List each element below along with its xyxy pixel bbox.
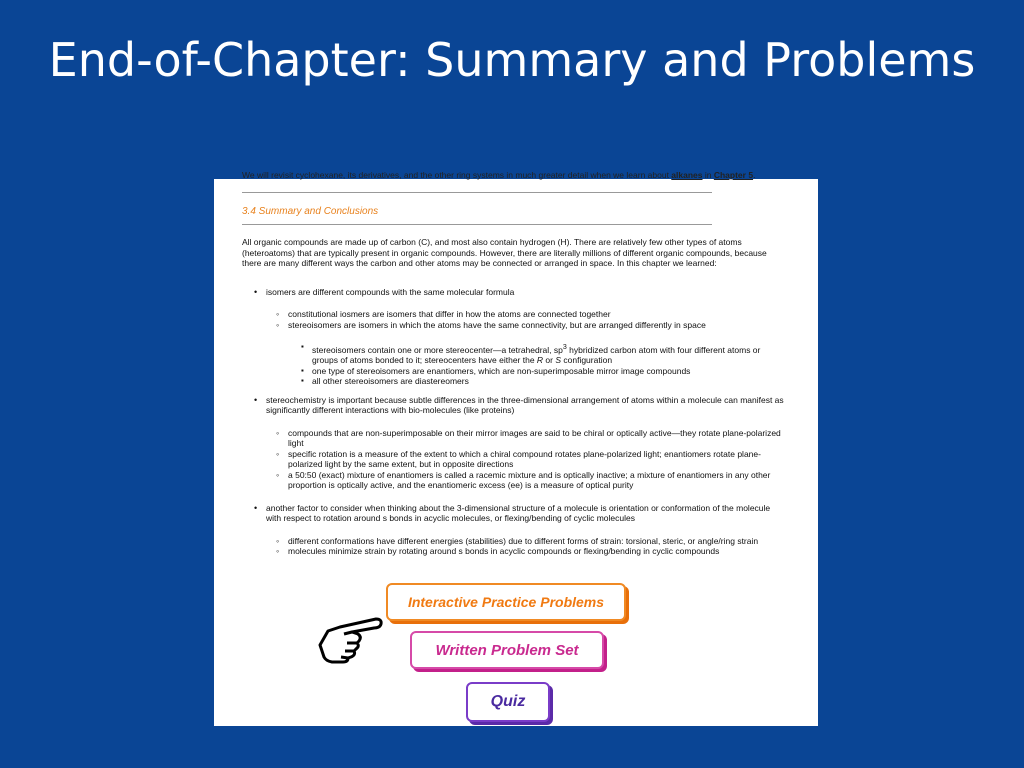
quiz-button[interactable]: Quiz [466, 682, 550, 722]
list-item: ◦ different conformations have different energies (stabilities) due to different forms of strain: torsional, steric, or angle/ring strain [242, 536, 787, 547]
clipped-text: We will revisit cyclohexane, its derivatives, and the other ring systems in much greater detail when we learn about [242, 170, 672, 180]
section-heading: 3.4 Summary and Conclusions [242, 206, 379, 217]
list-item: • stereochemistry is important because subtle differences in the three-dimensional arrangement of atoms within a molecule can manifest as significantly different interactions with bio-molecules (like proteins) [242, 395, 787, 416]
document-screenshot [214, 170, 818, 726]
alkanes-link[interactable]: alkanes [671, 170, 703, 180]
list-item: • isomers are different compounds with the same molecular formula [242, 287, 787, 298]
chapter-link[interactable]: Chapter 5 [713, 170, 754, 180]
written-problem-set-button[interactable]: Written Problem Set [410, 631, 604, 669]
interactive-practice-problems-button[interactable]: Interactive Practice Problems [386, 583, 626, 621]
r-config: R [536, 355, 544, 366]
summary-list [242, 287, 787, 557]
list-item-text: stereoisomers contain one or more stereocenter—a tetrahedral, sp [312, 344, 563, 355]
clipped-text-mid: in [702, 170, 714, 180]
list-item-text: or [543, 355, 556, 366]
list-item: ▪ all other stereoisomers are diastereomers [242, 376, 787, 387]
list-item: ◦ compounds that are non-superimposable on their mirror images are said to be chiral or optically active—they rotate plane-polarized light [242, 428, 787, 449]
list-item: • another factor to consider when thinking about the 3-dimensional structure of a molecule is orientation or conformation of the molecule with respect to rotation around s bonds in acyclic molecules, or flexing/bending of cyclic molecules [242, 503, 787, 524]
list-item: ◦ molecules minimize strain by rotating around s bonds in acyclic compounds or flexing/bending in cyclic compounds [242, 546, 787, 557]
summary-content [242, 237, 787, 557]
list-item [242, 342, 787, 366]
list-item: ◦ stereoisomers are isomers in which the atoms have the same connectivity, but are arranged differently in space [242, 320, 787, 331]
pointing-hand-icon [314, 601, 386, 673]
s-config: S [555, 355, 562, 366]
clipped-text-end: . [753, 170, 756, 180]
list-item-text: hybridized carbon atom with four different atoms or groups of atoms bonded to it; stereocenters have either the [312, 344, 761, 366]
clipped-text-line [242, 170, 802, 180]
superscript: 3 [562, 343, 567, 351]
list-item: ▪ one type of stereoisomers are enantiomers, which are non-superimposable mirror image compounds [242, 366, 787, 377]
divider [242, 192, 712, 193]
list-item: ◦ a 50:50 (exact) mixture of enantiomers is called a racemic mixture and is optically inactive; a mixture of enantiomers in any other proportion is optically active, and the enantiomeric excess (ee) is a measure of optical purity [242, 470, 787, 491]
list-item-text: configuration [561, 355, 613, 366]
list-item: ◦ constitutional iosmers are isomers that differ in how the atoms are connected together [242, 309, 787, 320]
slide-title: End-of-Chapter: Summary and Problems [48, 33, 976, 87]
divider [242, 224, 712, 225]
intro-paragraph: All organic compounds are made up of carbon (C), and most also contain hydrogen (H). There are relatively few other types of atoms (heteroatoms) that are typically present in organic compounds. However, there are literally millions of different organic compounds, because there are many different ways the carbon and other atoms may be connected or arranged in space. In this chapter we learned: [242, 237, 767, 268]
list-item: ◦ specific rotation is a measure of the extent to which a chiral compound rotates plane-polarized light; enantiomers rotate plane-polarized light by the same extent, but in opposite directions [242, 449, 787, 470]
